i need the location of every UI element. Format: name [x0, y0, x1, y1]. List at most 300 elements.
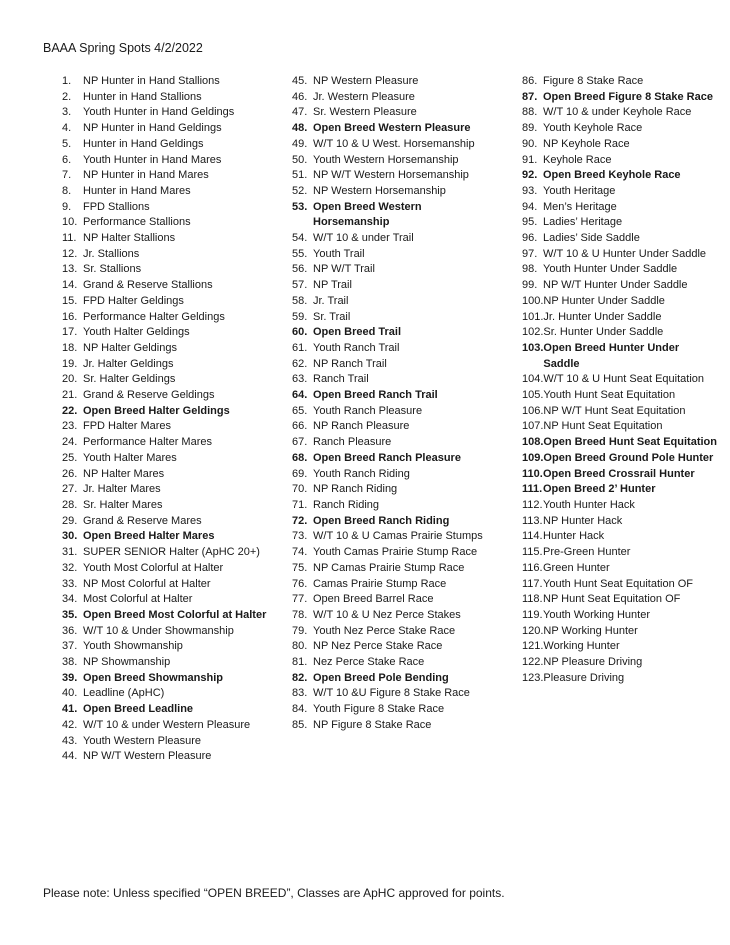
- class-item: [522, 215, 717, 231]
- class-number: 88.: [522, 106, 538, 119]
- class-number: 70.: [292, 483, 308, 496]
- class-name: Ranch Riding: [313, 498, 380, 511]
- class-item: [522, 137, 717, 153]
- class-number: 72.: [292, 514, 308, 527]
- class-item: [522, 514, 717, 530]
- class-item: [292, 419, 492, 435]
- class-name: Performance Stallions: [83, 216, 191, 229]
- class-number: 100.: [522, 294, 544, 307]
- class-item: [292, 592, 492, 608]
- class-number: 95.: [522, 216, 538, 229]
- class-name: Most Colorful at Halter: [83, 593, 193, 606]
- class-item: [522, 294, 717, 310]
- class-number: 115.: [522, 546, 543, 559]
- class-name: NP Hunt Seat Equitation OF: [543, 593, 681, 606]
- class-item: [522, 231, 717, 247]
- class-number: 1.: [62, 75, 72, 87]
- class-item: [292, 341, 492, 357]
- class-number: 84.: [292, 703, 308, 716]
- class-name: Ladies’ Heritage: [543, 216, 623, 229]
- class-item: [522, 200, 717, 216]
- class-item: [292, 686, 492, 702]
- class-name: Youth Keyhole Race: [543, 122, 643, 135]
- class-item: [292, 121, 492, 137]
- class-number: 25.: [62, 451, 78, 464]
- class-list-column-3: [522, 74, 717, 686]
- class-number: 34.: [62, 593, 78, 606]
- class-number: 65.: [292, 404, 308, 417]
- class-name: NP Ranch Trail: [313, 357, 387, 370]
- class-number: 106.: [522, 404, 544, 417]
- class-name: Sr. Stallions: [83, 263, 142, 276]
- class-number: 109.: [522, 451, 544, 464]
- class-name: Ranch Pleasure: [313, 436, 392, 449]
- class-number: 52.: [292, 184, 308, 197]
- class-number: 3.: [62, 106, 72, 119]
- class-number: 101.: [522, 310, 544, 323]
- class-name: NP W/T Trail: [313, 263, 375, 276]
- class-name: Grand & Reserve Stallions: [83, 279, 213, 292]
- class-name: W/T 10 & U Camas Prairie Stumps: [313, 530, 483, 543]
- class-number: 97.: [522, 247, 538, 260]
- class-item: [62, 388, 272, 404]
- class-name: Open Breed Western Horsemanship: [313, 200, 422, 229]
- class-number: 116.: [522, 561, 543, 574]
- class-number: 30.: [62, 530, 78, 543]
- class-item: [292, 325, 492, 341]
- class-name: NP Halter Mares: [83, 467, 165, 480]
- class-name: NP W/T Hunter Under Saddle: [543, 279, 688, 292]
- class-name: NP W/T Hunt Seat Equitation: [543, 404, 686, 417]
- class-number: 120.: [522, 624, 544, 637]
- class-name: NP Hunter in Hand Mares: [83, 169, 209, 182]
- class-item: [292, 153, 492, 169]
- class-name: NP Hunt Seat Equitation: [543, 420, 663, 433]
- class-item: [292, 388, 492, 404]
- class-name: Youth Trail: [313, 247, 365, 260]
- class-number: 47.: [292, 106, 308, 119]
- class-number: 53.: [292, 200, 308, 213]
- class-name: NP Hunter Under Saddle: [543, 294, 665, 307]
- class-name: NP Working Hunter: [543, 624, 638, 637]
- class-item: [62, 200, 272, 216]
- page-title: BAAA Spring Spots 4/2/2022: [43, 41, 203, 55]
- class-name: Youth Figure 8 Stake Race: [313, 703, 445, 716]
- class-number: 94.: [522, 200, 538, 213]
- class-item: [522, 545, 717, 561]
- class-number: 51.: [292, 169, 308, 182]
- class-number: 31.: [62, 546, 78, 559]
- class-item: [292, 105, 492, 121]
- class-number: 2.: [62, 90, 72, 103]
- class-name: NP Camas Prairie Stump Race: [313, 561, 465, 574]
- class-name: Youth Hunter in Hand Geldings: [83, 106, 235, 119]
- class-number: 64.: [292, 389, 308, 402]
- class-name: Open Breed Western Pleasure: [313, 122, 471, 135]
- class-item: [62, 341, 272, 357]
- class-name: W/T 10 & U Nez Perce Stakes: [313, 608, 461, 621]
- class-number: 39.: [62, 671, 78, 684]
- class-item: [522, 608, 717, 624]
- class-number: 24.: [62, 436, 78, 449]
- class-number: 46.: [292, 90, 308, 103]
- class-item: [62, 105, 272, 121]
- class-number: 44.: [62, 750, 78, 763]
- class-name: Performance Halter Geldings: [83, 310, 225, 323]
- class-name: Sr. Trail: [313, 310, 351, 323]
- class-number: 117.: [522, 577, 543, 590]
- class-name: Ranch Trail: [313, 373, 369, 386]
- class-number: 108.: [522, 436, 544, 449]
- class-number: 74.: [292, 546, 308, 559]
- class-item: [292, 74, 492, 90]
- class-number: 45.: [292, 75, 308, 87]
- class-item: [522, 325, 717, 341]
- class-item: [292, 278, 492, 294]
- class-name: Hunter Hack: [543, 530, 605, 543]
- class-item: [292, 357, 492, 373]
- class-name: Ladies’ Side Saddle: [543, 232, 640, 245]
- class-name: Grand & Reserve Geldings: [83, 389, 215, 402]
- class-name: Open Breed Hunter Under Saddle: [543, 341, 680, 370]
- class-name: Figure 8 Stake Race: [543, 75, 644, 87]
- class-item: [62, 608, 272, 624]
- class-number: 110.: [522, 467, 543, 480]
- class-name: Youth Hunt Seat Equitation: [543, 389, 676, 402]
- class-number: 41.: [62, 703, 78, 716]
- class-item: [62, 686, 272, 702]
- class-name: NP Halter Geldings: [83, 341, 177, 354]
- class-name: NP Most Colorful at Halter: [83, 577, 211, 590]
- class-item: [522, 467, 717, 483]
- class-name: Pre-Green Hunter: [543, 546, 631, 559]
- class-name: NP Trail: [313, 279, 352, 292]
- class-item: [522, 341, 717, 372]
- class-number: 68.: [292, 451, 308, 464]
- class-name: Jr. Stallions: [83, 247, 140, 260]
- class-item: [522, 419, 717, 435]
- class-name: NP Keyhole Race: [543, 137, 630, 150]
- class-number: 85.: [292, 718, 308, 731]
- class-name: Open Breed Showmanship: [83, 671, 223, 684]
- class-name: Open Breed Barrel Race: [313, 593, 434, 606]
- class-item: [522, 388, 717, 404]
- class-item: [292, 467, 492, 483]
- class-item: [522, 121, 717, 137]
- class-item: [292, 671, 492, 687]
- class-number: 81.: [292, 656, 308, 669]
- class-number: 27.: [62, 483, 78, 496]
- class-name: Youth Ranch Trail: [313, 341, 400, 354]
- class-item: [522, 671, 717, 687]
- class-item: [522, 90, 717, 106]
- class-name: Grand & Reserve Mares: [83, 514, 202, 527]
- class-name: Youth Heritage: [543, 184, 616, 197]
- class-number: 23.: [62, 420, 78, 433]
- class-item: [522, 435, 717, 451]
- class-number: 49.: [292, 137, 308, 150]
- class-name: NP Hunter in Hand Geldings: [83, 122, 222, 135]
- class-item: [292, 137, 492, 153]
- class-number: 43.: [62, 734, 78, 747]
- class-item: [62, 137, 272, 153]
- class-item: [292, 545, 492, 561]
- class-name: NP Halter Stallions: [83, 232, 176, 245]
- class-number: 123.: [522, 671, 544, 684]
- class-name: NP Western Horsemanship: [313, 184, 446, 197]
- class-item: [62, 357, 272, 373]
- class-name: NP Ranch Riding: [313, 483, 398, 496]
- class-name: Youth Working Hunter: [543, 608, 651, 621]
- class-number: 42.: [62, 718, 78, 731]
- class-name: Jr. Halter Geldings: [83, 357, 174, 370]
- class-number: 54.: [292, 232, 308, 245]
- class-name: NP Showmanship: [83, 656, 171, 669]
- class-item: [522, 482, 717, 498]
- class-item: [62, 153, 272, 169]
- class-item: [62, 577, 272, 593]
- class-name: Hunter in Hand Mares: [83, 184, 191, 197]
- class-item: [292, 184, 492, 200]
- class-item: [522, 592, 717, 608]
- class-name: Youth Ranch Riding: [313, 467, 410, 480]
- class-number: 112.: [522, 498, 543, 511]
- class-item: [522, 74, 717, 90]
- class-item: [522, 404, 717, 420]
- class-item: [292, 451, 492, 467]
- class-number: 26.: [62, 467, 78, 480]
- class-number: 16.: [62, 310, 78, 323]
- class-number: 99.: [522, 279, 538, 292]
- class-number: 7.: [62, 169, 72, 182]
- class-item: [62, 168, 272, 184]
- class-item: [62, 467, 272, 483]
- class-number: 66.: [292, 420, 308, 433]
- class-item: [62, 121, 272, 137]
- class-name: Open Breed Figure 8 Stake Race: [543, 90, 713, 103]
- class-item: [292, 90, 492, 106]
- class-number: 83.: [292, 687, 308, 700]
- class-list-column-2: [292, 74, 492, 734]
- class-name: Open Breed Most Colorful at Halter: [83, 608, 267, 621]
- class-list-column-1: [62, 74, 272, 765]
- class-item: [522, 624, 717, 640]
- class-number: 114.: [522, 530, 543, 543]
- class-item: [522, 247, 717, 263]
- class-name: NP Figure 8 Stake Race: [313, 718, 432, 731]
- class-item: [522, 262, 717, 278]
- class-name: Open Breed Halter Mares: [83, 530, 215, 543]
- class-name: Open Breed Leadline: [83, 703, 194, 716]
- class-name: Open Breed Keyhole Race: [543, 169, 681, 182]
- class-item: [62, 482, 272, 498]
- class-name: Open Breed 2’ Hunter: [543, 483, 656, 496]
- class-item: [62, 718, 272, 734]
- class-item: [522, 184, 717, 200]
- class-name: NP W/T Western Horsemanship: [313, 169, 469, 182]
- class-number: 87.: [522, 90, 538, 103]
- class-item: [292, 498, 492, 514]
- class-name: NP Hunter in Hand Stallions: [83, 75, 220, 87]
- class-name: Jr. Halter Mares: [83, 483, 161, 496]
- class-name: W/T 10 & under Western Pleasure: [83, 718, 251, 731]
- class-number: 18.: [62, 341, 78, 354]
- class-name: Youth Nez Perce Stake Race: [313, 624, 456, 637]
- class-name: FPD Stallions: [83, 200, 150, 213]
- class-item: [62, 749, 272, 765]
- class-name: Working Hunter: [543, 640, 620, 653]
- class-item: [62, 74, 272, 90]
- class-name: NP W/T Western Pleasure: [83, 750, 212, 763]
- class-number: 71.: [292, 498, 308, 511]
- class-item: [292, 639, 492, 655]
- class-number: 60.: [292, 326, 308, 339]
- class-name: Sr. Halter Geldings: [83, 373, 176, 386]
- class-item: [292, 435, 492, 451]
- class-number: 91.: [522, 153, 538, 166]
- class-item: [292, 168, 492, 184]
- class-number: 107.: [522, 420, 544, 433]
- class-item: [62, 545, 272, 561]
- class-item: [292, 231, 492, 247]
- class-item: [292, 514, 492, 530]
- class-number: 121.: [522, 640, 544, 653]
- class-number: 78.: [292, 608, 308, 621]
- class-name: Sr. Hunter Under Saddle: [543, 326, 664, 339]
- class-number: 103.: [522, 341, 544, 354]
- class-item: [62, 247, 272, 263]
- class-number: 33.: [62, 577, 78, 590]
- class-name: W/T 10 & Under Showmanship: [83, 624, 234, 637]
- class-number: 36.: [62, 624, 78, 637]
- class-name: NP Hunter Hack: [543, 514, 623, 527]
- class-item: [292, 608, 492, 624]
- class-name: Performance Halter Mares: [83, 436, 212, 449]
- class-name: Sr. Halter Mares: [83, 498, 163, 511]
- class-number: 96.: [522, 232, 538, 245]
- class-item: [292, 200, 492, 231]
- class-number: 119.: [522, 608, 543, 621]
- class-number: 22.: [62, 404, 78, 417]
- class-number: 57.: [292, 279, 308, 292]
- class-name: Open Breed Ground Pole Hunter: [543, 451, 714, 464]
- class-name: Open Breed Pole Bending: [313, 671, 449, 684]
- class-item: [62, 262, 272, 278]
- class-item: [62, 655, 272, 671]
- class-name: Youth Hunter Under Saddle: [543, 263, 678, 276]
- class-name: Open Breed Ranch Riding: [313, 514, 450, 527]
- class-item: [62, 435, 272, 451]
- class-name: Youth Halter Mares: [83, 451, 177, 464]
- class-name: Youth Camas Prairie Stump Race: [313, 546, 478, 559]
- class-item: [62, 294, 272, 310]
- class-item: [292, 247, 492, 263]
- class-item: [292, 718, 492, 734]
- class-name: Jr. Western Pleasure: [313, 90, 415, 103]
- class-number: 80.: [292, 640, 308, 653]
- class-item: [522, 529, 717, 545]
- class-number: 20.: [62, 373, 78, 386]
- class-item: [62, 184, 272, 200]
- class-number: 77.: [292, 593, 308, 606]
- class-number: 28.: [62, 498, 78, 511]
- class-number: 61.: [292, 341, 308, 354]
- class-name: SUPER SENIOR Halter (ApHC 20+): [83, 546, 260, 559]
- class-number: 113.: [522, 514, 543, 527]
- class-item: [62, 310, 272, 326]
- class-item: [522, 278, 717, 294]
- class-number: 105.: [522, 389, 544, 402]
- class-name: NP Western Pleasure: [313, 75, 419, 87]
- class-number: 14.: [62, 279, 78, 292]
- class-number: 104.: [522, 373, 544, 386]
- class-name: Youth Halter Geldings: [83, 326, 190, 339]
- class-number: 118.: [522, 593, 543, 606]
- class-item: [292, 529, 492, 545]
- class-number: 10.: [62, 216, 78, 229]
- class-item: [522, 577, 717, 593]
- class-number: 48.: [292, 122, 308, 135]
- class-name: W/T 10 & under Trail: [313, 232, 414, 245]
- class-name: Open Breed Hunt Seat Equitation: [543, 436, 717, 449]
- class-name: NP Nez Perce Stake Race: [313, 640, 443, 653]
- class-name: Nez Perce Stake Race: [313, 656, 425, 669]
- class-name: Pleasure Driving: [543, 671, 625, 684]
- class-item: [292, 624, 492, 640]
- class-item: [62, 734, 272, 750]
- class-name: NP Ranch Pleasure: [313, 420, 410, 433]
- class-item: [62, 514, 272, 530]
- class-number: 89.: [522, 122, 538, 135]
- class-item: [62, 529, 272, 545]
- class-number: 59.: [292, 310, 308, 323]
- class-number: 29.: [62, 514, 78, 527]
- class-name: Open Breed Ranch Trail: [313, 389, 438, 402]
- class-number: 73.: [292, 530, 308, 543]
- class-item: [62, 702, 272, 718]
- class-item: [62, 215, 272, 231]
- class-name: Open Breed Crossrail Hunter: [543, 467, 695, 480]
- class-item: [62, 278, 272, 294]
- class-number: 15.: [62, 294, 78, 307]
- footer-note: Please note: Unless specified “OPEN BREED”, Classes are ApHC approved for points.: [43, 886, 505, 900]
- class-number: 111.: [522, 483, 543, 496]
- class-number: 92.: [522, 169, 538, 182]
- class-name: W/T 10 & U Hunter Under Saddle: [543, 247, 707, 260]
- class-item: [62, 451, 272, 467]
- class-number: 8.: [62, 184, 72, 197]
- class-name: Youth Western Pleasure: [83, 734, 202, 747]
- class-number: 17.: [62, 326, 78, 339]
- class-item: [62, 671, 272, 687]
- class-number: 98.: [522, 263, 538, 276]
- class-name: Youth Hunter in Hand Mares: [83, 153, 222, 166]
- class-number: 62.: [292, 357, 308, 370]
- class-number: 5.: [62, 137, 72, 150]
- class-name: Leadline (ApHC): [83, 687, 165, 700]
- class-number: 11.: [62, 232, 77, 245]
- class-item: [522, 498, 717, 514]
- class-number: 50.: [292, 153, 308, 166]
- class-item: [522, 561, 717, 577]
- class-item: [62, 231, 272, 247]
- class-name: Youth Most Colorful at Halter: [83, 561, 224, 574]
- class-number: 40.: [62, 687, 78, 700]
- class-number: 69.: [292, 467, 308, 480]
- class-item: [292, 372, 492, 388]
- class-number: 6.: [62, 153, 72, 166]
- class-item: [292, 310, 492, 326]
